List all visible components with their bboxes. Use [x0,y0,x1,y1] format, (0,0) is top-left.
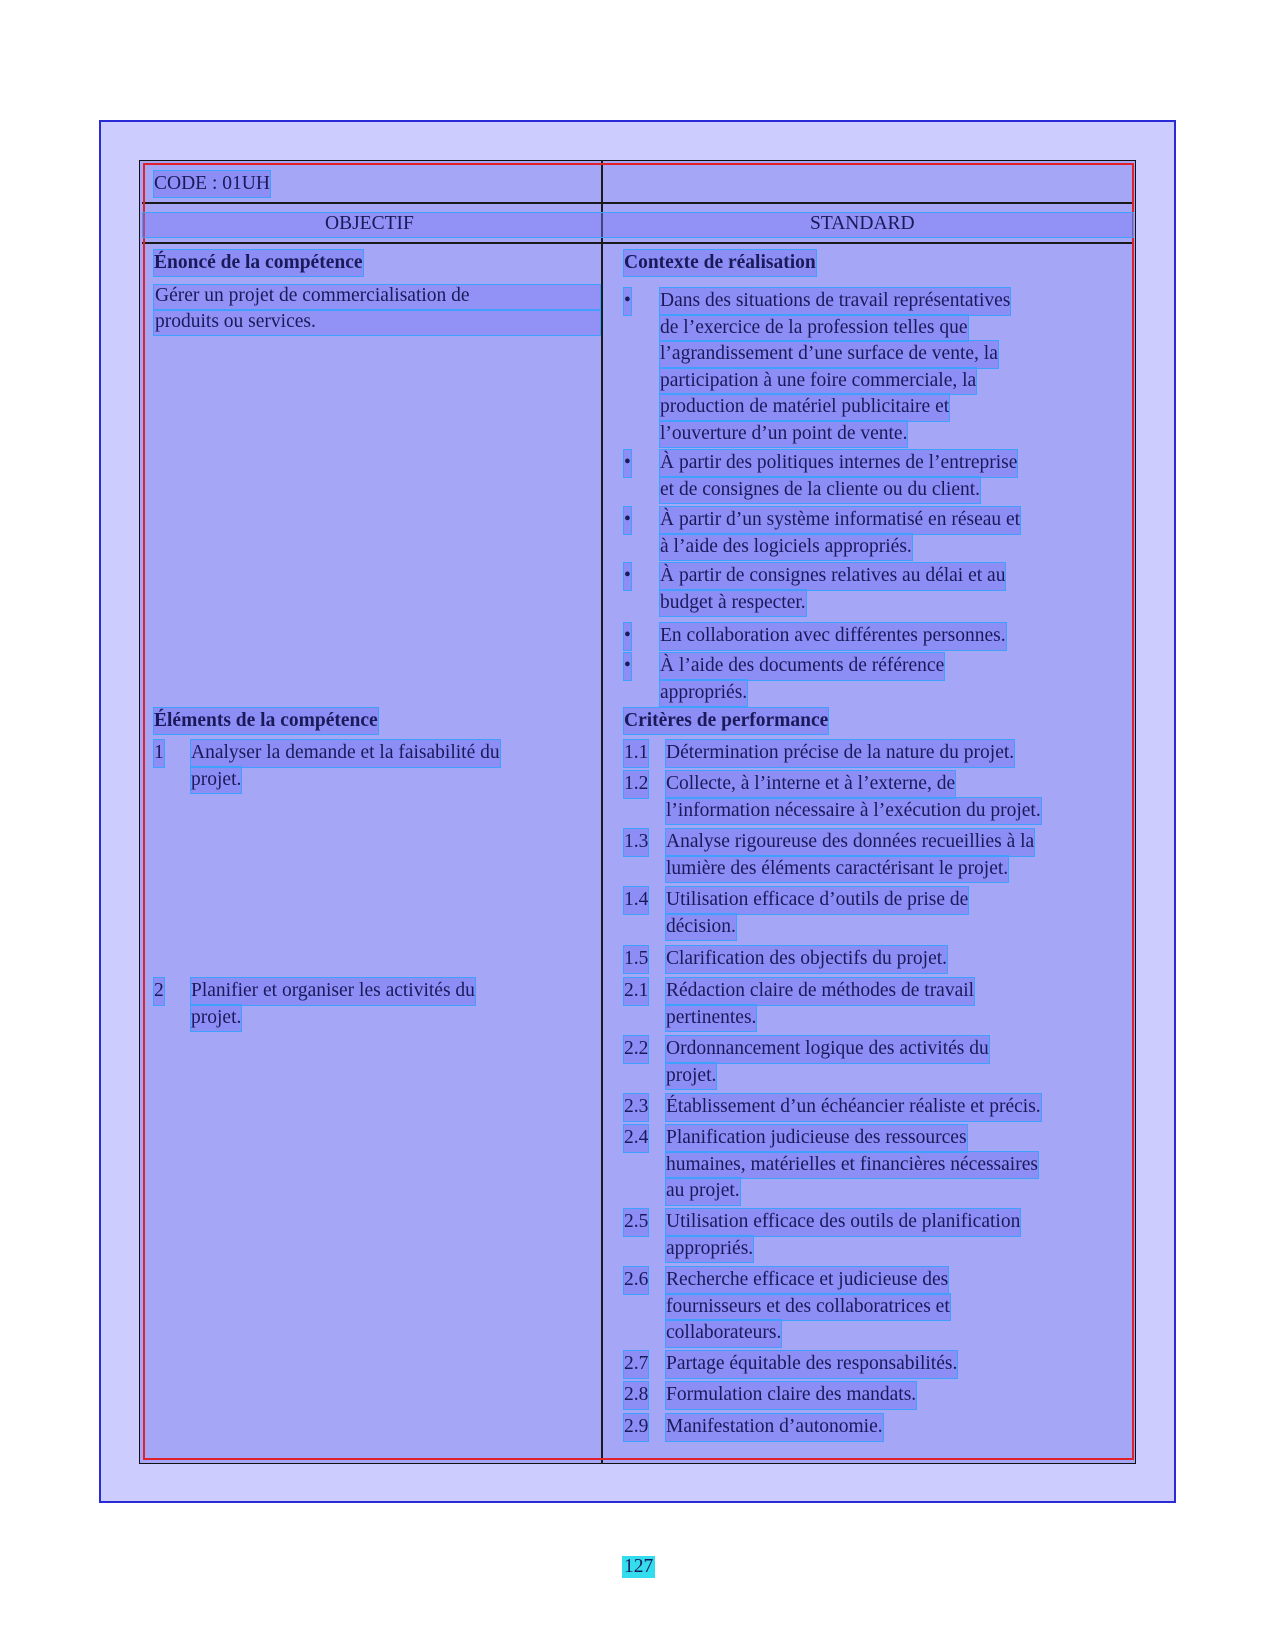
critere-line: Partage équitable des responsabilités. [666,1351,957,1378]
element-line: Analyser la demande et la faisabilité du [191,740,500,767]
column-divider [601,160,603,1464]
contexte-marker: • [624,507,631,534]
criteres-title: Critères de performance [624,708,828,734]
header-row-bar [143,213,1133,237]
critere-marker: 2.4 [624,1125,648,1152]
critere-line: fournisseurs et des collaboratrices et [666,1294,950,1321]
critere-line: Clarification des objectifs du projet. [666,946,947,973]
critere-marker: 2.1 [624,978,648,1005]
critere-marker: 2.9 [624,1414,648,1441]
standard-header: STANDARD [810,213,915,234]
contexte-line: En collaboration avec différentes personnes. [660,623,1006,650]
critere-line: humaines, matérielles et financières nécessaires [666,1152,1038,1179]
critere-line: Rédaction claire de méthodes de travail [666,978,974,1005]
critere-marker: 2.6 [624,1267,648,1294]
critere-line: appropriés. [666,1236,753,1263]
critere-line: Ordonnancement logique des activités du [666,1036,989,1063]
contexte-line: l’ouverture d’un point de vente. [660,421,907,448]
critere-line: l’information nécessaire à l’exécution du projet. [666,798,1041,825]
critere-marker: 2.7 [624,1351,648,1378]
critere-line: Détermination précise de la nature du projet. [666,740,1014,767]
critere-marker: 2.5 [624,1209,648,1236]
contexte-line: production de matériel publicitaire et [660,394,949,421]
enonce-title: Énoncé de la compétence [154,250,363,276]
critere-line: lumière des éléments caractérisant le projet. [666,856,1008,883]
contexte-marker: • [624,563,631,590]
row-divider [142,242,1134,244]
contexte-line: À partir des politiques internes de l’entreprise [660,450,1017,477]
contexte-line: À partir de consignes relatives au délai et au [660,563,1005,590]
critere-line: Formulation claire des mandats. [666,1382,916,1409]
critere-marker: 1.2 [624,771,648,798]
critere-line: Recherche efficace et judicieuse des [666,1267,948,1294]
critere-marker: 2.8 [624,1382,648,1409]
contexte-line: l’agrandissement d’une surface de vente, la [660,341,998,368]
contexte-title: Contexte de réalisation [624,250,816,276]
critere-line: pertinentes. [666,1005,756,1032]
critere-line: Établissement d’un échéancier réaliste et précis. [666,1094,1041,1121]
objectif-header: OBJECTIF [325,213,414,234]
critere-marker: 2.2 [624,1036,648,1063]
contexte-marker: • [624,623,631,650]
critere-marker: 1.3 [624,829,648,856]
row-divider [142,202,1134,204]
contexte-line: participation à une foire commerciale, la [660,368,976,395]
contexte-marker: • [624,288,631,315]
element-marker: 2 [154,978,164,1005]
element-line: projet. [191,767,241,794]
contexte-marker: • [624,653,631,680]
contexte-line: budget à respecter. [660,590,806,617]
enonce-line: produits ou services. [155,311,316,332]
contexte-line: Dans des situations de travail représentatives [660,288,1010,315]
contexte-line: À l’aide des documents de référence [660,653,944,680]
critere-line: collaborateurs. [666,1320,781,1347]
critere-line: Manifestation d’autonomie. [666,1414,883,1441]
critere-line: Collecte, à l’interne et à l’externe, de [666,771,955,798]
critere-line: Utilisation efficace d’outils de prise de [666,887,968,914]
element-line: projet. [191,1005,241,1032]
critere-line: projet. [666,1063,716,1090]
enonce-line: Gérer un projet de commercialisation de [155,285,470,306]
critere-line: Planification judicieuse des ressources [666,1125,967,1152]
contexte-marker: • [624,450,631,477]
critere-marker: 1.5 [624,946,648,973]
page-number: 127 [624,1556,654,1577]
elements-title: Éléments de la compétence [154,708,378,734]
contexte-line: À partir d’un système informatisé en réseau et [660,507,1020,534]
contexte-line: de l’exercice de la profession telles que [660,315,968,342]
critere-line: Utilisation efficace des outils de planification [666,1209,1020,1236]
code-label: CODE : 01UH [154,171,270,197]
critere-marker: 1.1 [624,740,648,767]
critere-marker: 1.4 [624,887,648,914]
critere-line: décision. [666,914,736,941]
element-line: Planifier et organiser les activités du [191,978,475,1005]
contexte-line: et de consignes de la cliente ou du client. [660,477,980,504]
contexte-line: à l’aide des logiciels appropriés. [660,534,912,561]
critere-line: au projet. [666,1178,740,1205]
contexte-line: appropriés. [660,680,747,707]
critere-marker: 2.3 [624,1094,648,1121]
critere-line: Analyse rigoureuse des données recueillies à la [666,829,1034,856]
element-marker: 1 [154,740,164,767]
